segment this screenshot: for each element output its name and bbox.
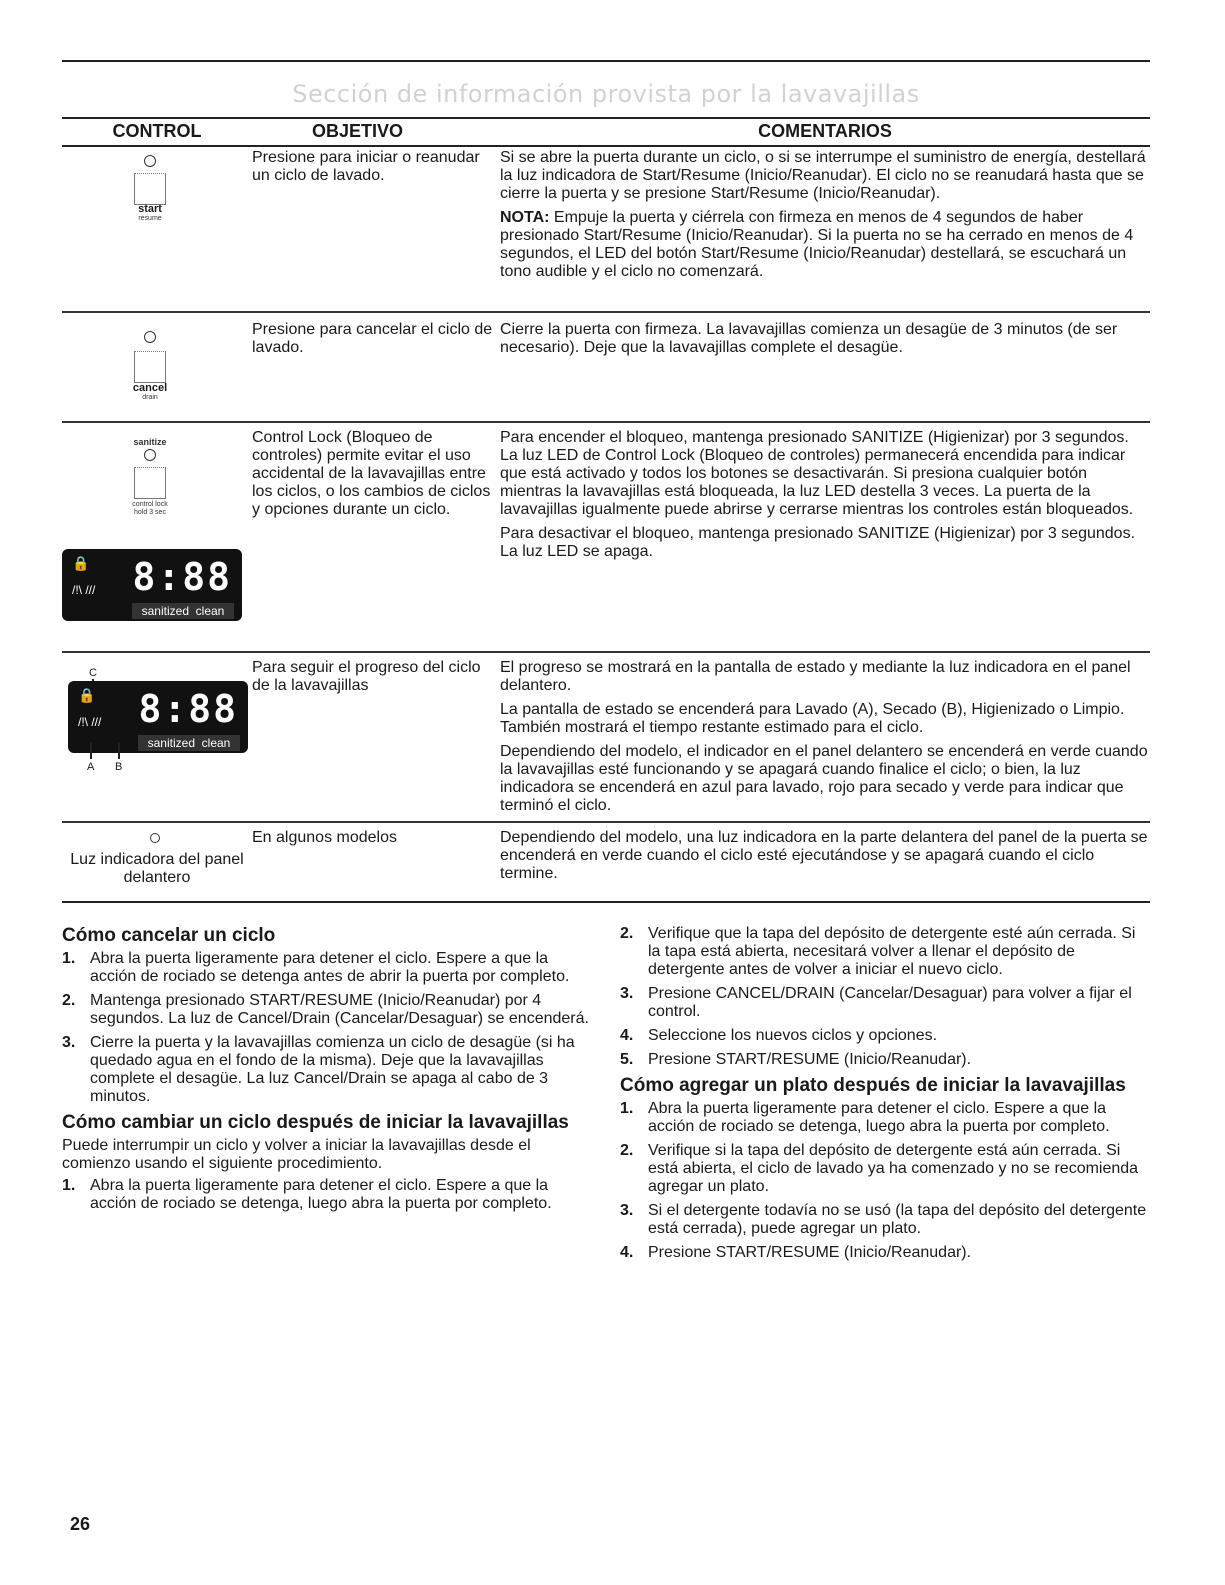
step-number: 3. xyxy=(620,1202,634,1219)
step-text: Abra la puerta ligeramente para detener el ciclo. Espere a que la acción de rociado se detenga, luego abra la puerta por completo. xyxy=(648,1100,1110,1135)
list-item xyxy=(620,1142,1150,1196)
step-text: Seleccione los nuevos ciclos y opciones. xyxy=(648,1027,938,1044)
step-number: 3. xyxy=(620,985,634,1002)
list-item xyxy=(620,925,1150,979)
comment-text: Para desactivar el bloqueo, mantenga presionado SANITIZE (Higienizar) por 3 segundos. La luz LED se apaga. xyxy=(500,525,1136,560)
step-text: Abra la puerta ligeramente para detener el ciclo. Espere a que la acción de rociado se detenga antes de abrir la puerta por completo. xyxy=(90,950,570,985)
step-text: Presione START/RESUME (Inicio/Reanudar). xyxy=(648,1051,972,1068)
step-number: 1. xyxy=(62,950,76,967)
list-item xyxy=(620,1051,1150,1069)
progress-display-control xyxy=(62,653,252,821)
hold-3-sec-label: hold 3 sec xyxy=(134,509,166,516)
status-bar xyxy=(138,735,240,751)
list-item xyxy=(62,1177,592,1213)
comment-text: Dependiendo del modelo, una luz indicadora en la parte delantera del panel de la puerta se encenderá en verde cuando el ciclo esté ejecutándose y se apagará cuando el ciclo termine. xyxy=(500,829,1148,882)
list-item xyxy=(62,1034,592,1106)
comentarios-cell xyxy=(500,653,1150,821)
objetivo-cell: Presione para cancelar el ciclo de lavado. xyxy=(252,321,493,356)
step-text: Presione START/RESUME (Inicio/Reanudar). xyxy=(648,1244,972,1261)
control-lock-label: control lock xyxy=(132,501,168,508)
step-number: 2. xyxy=(620,1142,634,1159)
note-body: Empuje la puerta y ciérrela con firmeza en menos de 4 segundos de haber presionado Start/Resume (Inicio/Reanudar). Si la puerta no se ha cerrado en menos de 4 segundos, el LED del botón Start/Resume (Inicio/Reanudar) destellará, se escuchará un tono audible y el ciclo no comenzará. xyxy=(500,209,1134,280)
cancel-drain-control xyxy=(62,313,252,421)
list-item xyxy=(620,1100,1150,1136)
callout-line xyxy=(118,743,120,759)
objetivo-cell: Control Lock (Bloqueo de controles) permite evitar el uso accidental de la lavavajillas entre los ciclos, o los cambios de ciclos y opciones durante un ciclo. xyxy=(252,429,491,518)
start-resume-control xyxy=(62,147,252,311)
list-item xyxy=(620,1244,1150,1262)
step-text: Verifique que la tapa del depósito de detergente esté aún cerrada. Si la tapa está abierta, necesitará volver a llenar el depósito de detergente antes de volver a iniciar el nuevo ciclo. xyxy=(648,925,1136,978)
comentarios-cell xyxy=(500,147,1150,311)
step-number: 2. xyxy=(620,925,634,942)
step-number: 3. xyxy=(62,1034,76,1051)
table-row xyxy=(62,147,1150,313)
table-row xyxy=(62,313,1150,423)
step-text: Verifique si la tapa del depósito de detergente está aún cerrada. Si está abierta, el ciclo de lavado ya ha comenzado y no se recomienda agregar un plato. xyxy=(648,1142,1139,1195)
list-item xyxy=(620,1027,1150,1045)
cancel-steps xyxy=(62,950,592,1106)
start-button-icon xyxy=(134,173,166,205)
page-number: 26 xyxy=(70,1514,91,1534)
change-steps-part2 xyxy=(620,925,1150,1069)
wash-dry-icons: /!\ /// xyxy=(78,715,102,729)
status-display xyxy=(68,681,248,753)
comment-text: Dependiendo del modelo, el indicador en el panel delantero se encenderá en verde cuando la lavavajillas esté funcionando y se apagará cuando finalice el ciclo; o bien, la luz indicadora se encenderá en azul para lavado, rojo para secado y verde para indicar que terminó el ciclo. xyxy=(500,743,1148,814)
list-item xyxy=(620,985,1150,1021)
comment-text: Si se abre la puerta durante un ciclo, o si se interrumpe el suministro de energía, destellará la luz indicadora de Start/Resume (Inicio/Reanudar). El ciclo no se reanudará hasta que se cierre la puerta y se presione Start/Resume (Inicio/Reanudar). xyxy=(500,149,1146,202)
change-steps-part1 xyxy=(62,1177,592,1213)
note-text xyxy=(500,209,1150,281)
lock-icon: 🔒 xyxy=(78,687,96,703)
clean-label: clean xyxy=(201,736,231,750)
callout-b: B xyxy=(115,761,123,773)
start-button-label: start xyxy=(138,203,162,215)
led-indicator-icon xyxy=(144,155,156,167)
step-number: 2. xyxy=(62,992,76,1009)
drain-sublabel: drain xyxy=(142,394,158,401)
comentarios-cell xyxy=(500,823,1150,901)
step-number: 5. xyxy=(620,1051,634,1068)
clean-label: clean xyxy=(195,604,225,618)
comentarios-cell xyxy=(500,313,1150,421)
header-objetivo: OBJETIVO xyxy=(312,121,404,141)
objetivo-cell: Presione para iniciar o reanudar un ciclo de lavado. xyxy=(252,149,480,184)
comment-text: Cierre la puerta con firmeza. La lavavajillas comienza un desagüe de 3 minutos (de ser necesario). Deje que la lavavajillas complete el desagüe. xyxy=(500,321,1118,356)
sanitized-label: sanitized xyxy=(141,604,189,618)
step-text: Cierre la puerta y la lavavajillas comienza un ciclo de desagüe (si ha quedado agua en el fondo de la misma). Deje que la lavavajillas complete el desagüe. La luz Cancel/Drain se apaga al cabo de 3 minutos. xyxy=(90,1034,575,1105)
header-comentarios: COMENTARIOS xyxy=(758,121,892,141)
objetivo-cell: En algunos modelos xyxy=(252,829,397,846)
list-item xyxy=(62,992,592,1028)
header-control: CONTROL xyxy=(112,121,202,141)
indicator-light-label: Luz indicadora del panel delantero xyxy=(70,851,244,886)
add-steps xyxy=(620,1100,1150,1262)
lock-icon: 🔒 xyxy=(72,555,90,571)
sanitize-button-icon xyxy=(134,467,166,499)
step-text: Mantenga presionado START/RESUME (Inicio/Reanudar) por 4 segundos. La luz de Cancel/Drain (Cancelar/Desaguar) se encenderá. xyxy=(90,992,589,1027)
step-number: 4. xyxy=(620,1027,634,1044)
step-number: 1. xyxy=(62,1177,76,1194)
status-display xyxy=(62,549,242,621)
table-header xyxy=(62,117,1150,147)
list-item xyxy=(620,1202,1150,1238)
led-indicator-icon xyxy=(144,331,156,343)
table-row xyxy=(62,823,1150,903)
sanitize-label: sanitize xyxy=(133,437,167,447)
step-text: Presione CANCEL/DRAIN (Cancelar/Desaguar) para volver a fijar el control. xyxy=(648,985,1132,1020)
instructions-columns xyxy=(62,925,1150,1268)
change-section-title: Cómo cambiar un ciclo después de iniciar la lavavajillas xyxy=(62,1112,569,1133)
section-banner: Sección de información provista por la lavavajillas xyxy=(292,80,920,108)
callout-a: A xyxy=(87,761,95,773)
wash-dry-icons: /!\ /// xyxy=(72,583,96,597)
manual-page xyxy=(62,60,1150,1268)
indicator-light-control xyxy=(62,823,252,901)
note-label: NOTA: xyxy=(500,209,550,226)
objetivo-cell: Para seguir el progreso del ciclo de la lavavajillas xyxy=(252,659,481,694)
led-indicator-icon xyxy=(150,833,160,843)
led-indicator-icon xyxy=(144,449,156,461)
status-bar xyxy=(132,603,234,619)
list-item xyxy=(62,950,592,986)
comment-text: El progreso se mostrará en la pantalla de estado y mediante la luz indicadora en el panel delantero. xyxy=(500,659,1131,694)
step-number: 1. xyxy=(620,1100,634,1117)
comment-text: Para encender el bloqueo, mantenga presionado SANITIZE (Higienizar) por 3 segundos. La luz LED de Control Lock (Bloqueo de controles) permanecerá encendida para indicar que está activado y todos los botones se desactivarán. Si presiona cualquier botón mientras la lavavajillas está bloqueada, la luz LED destella 3 veces. La puerta de la lavavajillas igualmente puede abrirse y cerrarse mientras los controles están bloqueados. xyxy=(500,429,1134,518)
table-row xyxy=(62,653,1150,823)
resume-sublabel: resume xyxy=(138,215,162,222)
callout-c: C xyxy=(89,667,97,679)
sanitized-label: sanitized xyxy=(147,736,195,750)
comentarios-cell xyxy=(500,423,1150,651)
step-number: 4. xyxy=(620,1244,634,1261)
left-column xyxy=(62,925,592,1268)
right-column xyxy=(620,925,1150,1268)
cancel-button-icon xyxy=(134,351,166,383)
step-text: Abra la puerta ligeramente para detener el ciclo. Espere a que la acción de rociado se detenga, luego abra la puerta por completo. xyxy=(90,1177,552,1212)
cancel-section-title: Cómo cancelar un ciclo xyxy=(62,925,276,946)
callout-line xyxy=(90,743,92,759)
time-digits: 8:88 xyxy=(138,687,238,731)
step-text: Si el detergente todavía no se usó (la tapa del depósito del detergente está cerrada), puede agregar un plato. xyxy=(648,1202,1147,1237)
comment-text: La pantalla de estado se encenderá para Lavado (A), Secado (B), Higienizado o Limpio. También mostrará el tiempo restante estimado para el ciclo. xyxy=(500,701,1125,736)
cancel-button-label: cancel xyxy=(132,382,168,394)
table-row xyxy=(62,423,1150,653)
time-digits: 8:88 xyxy=(132,555,232,599)
add-section-title: Cómo agregar un plato después de iniciar la lavavajillas xyxy=(620,1075,1126,1096)
change-intro: Puede interrumpir un ciclo y volver a iniciar la lavavajillas desde el comienzo usando el siguiente procedimiento. xyxy=(62,1137,531,1172)
control-lock-control xyxy=(62,423,252,651)
